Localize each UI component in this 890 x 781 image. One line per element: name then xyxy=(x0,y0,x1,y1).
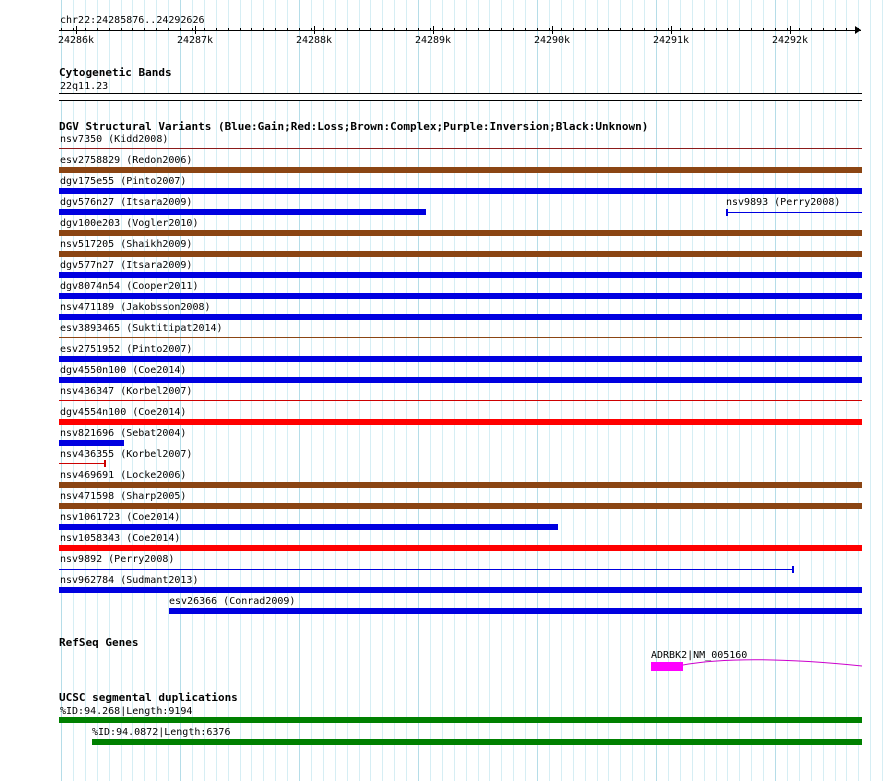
variant-bar[interactable] xyxy=(59,272,862,278)
ruler-minor-tick xyxy=(299,28,300,31)
ruler-major-tick xyxy=(671,26,672,34)
track-title-refseq: RefSeq Genes xyxy=(59,636,139,649)
cytoband-label: 22q11.23 xyxy=(60,81,109,92)
ruler-minor-tick xyxy=(799,28,800,31)
ruler-minor-tick xyxy=(144,28,145,31)
ruler-minor-tick xyxy=(382,28,383,31)
ruler-minor-tick xyxy=(228,28,229,31)
ruler-minor-tick xyxy=(858,28,859,31)
ruler-minor-tick xyxy=(763,28,764,31)
variant-label: nsv517205 (Shaikh2009) xyxy=(60,239,193,250)
segdup-label: %ID:94.268|Length:9194 xyxy=(60,706,193,717)
variant-bar[interactable] xyxy=(59,440,124,446)
ruler-minor-tick xyxy=(585,28,586,31)
ruler-tick-label: 24286k xyxy=(57,35,95,46)
ruler-tick-label: 24289k xyxy=(414,35,452,46)
ruler-minor-tick xyxy=(335,28,336,31)
variant-label: nsv436347 (Korbel2007) xyxy=(60,386,193,397)
variant-label: dgv8074n54 (Cooper2011) xyxy=(60,281,199,292)
ruler-minor-tick xyxy=(61,28,62,31)
ruler-tick-label: 24292k xyxy=(771,35,809,46)
ruler-tick-label: 24287k xyxy=(176,35,214,46)
ruler-minor-tick xyxy=(454,28,455,31)
ruler-minor-tick xyxy=(846,28,847,31)
ruler-minor-tick xyxy=(204,28,205,31)
variant-bar[interactable] xyxy=(59,524,558,530)
ruler-minor-tick xyxy=(121,28,122,31)
variant-bar[interactable] xyxy=(59,419,862,425)
variant-label: dgv577n27 (Itsara2009) xyxy=(60,260,193,271)
segdup-bar[interactable] xyxy=(92,739,862,745)
variant-bar[interactable] xyxy=(59,293,862,299)
segdup-bar[interactable] xyxy=(59,717,862,723)
variant-label: esv26366 (Conrad2009) xyxy=(169,596,296,607)
ruler-minor-tick xyxy=(73,28,74,31)
variant-bar-endcap xyxy=(792,566,794,573)
ruler-minor-tick xyxy=(644,28,645,31)
ruler-minor-tick xyxy=(478,28,479,31)
variant-label: nsv1061723 (Coe2014) xyxy=(60,512,181,523)
variant-bar[interactable] xyxy=(59,400,862,401)
variant-bar[interactable] xyxy=(59,148,862,149)
ruler-minor-tick xyxy=(430,28,431,31)
ruler-minor-tick xyxy=(168,28,169,31)
ruler-minor-tick xyxy=(608,28,609,31)
ruler-minor-tick xyxy=(632,28,633,31)
variant-label: nsv7350 (Kidd2008) xyxy=(60,134,169,145)
cytoband-bar[interactable] xyxy=(59,93,862,101)
ruler-minor-tick xyxy=(323,28,324,31)
region-label: chr22:24285876..24292626 xyxy=(60,15,205,26)
ruler-minor-tick xyxy=(680,28,681,31)
ruler-minor-tick xyxy=(311,28,312,31)
variant-bar[interactable] xyxy=(59,377,862,383)
ruler-minor-tick xyxy=(525,28,526,31)
ruler-minor-tick xyxy=(192,28,193,31)
ruler-minor-tick xyxy=(811,28,812,31)
ruler-major-tick xyxy=(552,26,553,34)
ruler-major-tick xyxy=(76,26,77,34)
variant-label: nsv471189 (Jakobsson2008) xyxy=(60,302,211,313)
ruler-minor-tick xyxy=(216,28,217,31)
ruler-minor-tick xyxy=(251,28,252,31)
ruler-tick-label: 24288k xyxy=(295,35,333,46)
ruler-minor-tick xyxy=(275,28,276,31)
ruler-minor-tick xyxy=(537,28,538,31)
ruler-major-tick xyxy=(314,26,315,34)
variant-bar[interactable] xyxy=(59,545,862,551)
variant-label: dgv100e203 (Vogler2010) xyxy=(60,218,199,229)
ruler-minor-tick xyxy=(394,28,395,31)
ruler-minor-tick xyxy=(668,28,669,31)
ruler-minor-tick xyxy=(85,28,86,31)
ruler-minor-tick xyxy=(156,28,157,31)
track-title-dgv: DGV Structural Variants (Blue:Gain;Red:Loss;Brown:Complex;Purple:Inversion;Black:Unknown) xyxy=(59,120,649,133)
variant-bar[interactable] xyxy=(59,188,862,194)
variant-bar[interactable] xyxy=(59,463,105,464)
ruler-minor-tick xyxy=(704,28,705,31)
variant-bar[interactable] xyxy=(59,337,862,338)
ruler-minor-tick xyxy=(692,28,693,31)
ruler-minor-tick xyxy=(466,28,467,31)
ruler-minor-tick xyxy=(109,28,110,31)
variant-label: nsv9892 (Perry2008) xyxy=(60,554,175,565)
variant-label: nsv469691 (Locke2006) xyxy=(60,470,187,481)
ruler-minor-tick xyxy=(132,28,133,31)
ruler-tick-label: 24291k xyxy=(652,35,690,46)
ruler-minor-tick xyxy=(727,28,728,31)
track-title-cytobands: Cytogenetic Bands xyxy=(59,66,172,79)
ruler-minor-tick xyxy=(823,28,824,31)
variant-label: dgv4554n100 (Coe2014) xyxy=(60,407,187,418)
variant-label: esv3893465 (Suktitipat2014) xyxy=(60,323,223,334)
gene-label: ADRBK2|NM_005160 xyxy=(651,650,748,661)
ruler-minor-tick xyxy=(418,28,419,31)
variant-label: dgv175e55 (Pinto2007) xyxy=(60,176,187,187)
variant-bar-endcap xyxy=(726,209,728,216)
ruler-minor-tick xyxy=(359,28,360,31)
ruler-minor-tick xyxy=(751,28,752,31)
variant-bar[interactable] xyxy=(59,167,862,173)
ruler-minor-tick xyxy=(549,28,550,31)
variant-label: dgv4550n100 (Coe2014) xyxy=(60,365,187,376)
segdup-label: %ID:94.0872|Length:6376 xyxy=(92,727,231,738)
variant-bar[interactable] xyxy=(59,569,793,570)
ruler-major-tick xyxy=(433,26,434,34)
ruler-minor-tick xyxy=(489,28,490,31)
variant-label: nsv962784 (Sudmant2013) xyxy=(60,575,199,586)
variant-bar[interactable] xyxy=(59,503,862,509)
variant-bar[interactable] xyxy=(59,314,862,320)
ruler-minor-tick xyxy=(656,28,657,31)
ruler-minor-tick xyxy=(620,28,621,31)
gene-exon[interactable] xyxy=(651,662,683,671)
variant-bar[interactable] xyxy=(59,587,862,593)
variant-label: nsv821696 (Sebat2004) xyxy=(60,428,187,439)
ruler-minor-tick xyxy=(501,28,502,31)
variant-bar[interactable] xyxy=(59,209,426,215)
ruler-major-tick xyxy=(195,26,196,34)
ruler-tick-label: 24290k xyxy=(533,35,571,46)
variant-bar[interactable] xyxy=(59,356,862,362)
ruler-minor-tick xyxy=(97,28,98,31)
ruler-major-tick xyxy=(790,26,791,34)
gene-intron[interactable] xyxy=(683,658,863,670)
variant-bar[interactable] xyxy=(169,608,862,614)
ruler-minor-tick xyxy=(513,28,514,31)
track-title-segdups: UCSC segmental duplications xyxy=(59,691,238,704)
ruler-minor-tick xyxy=(347,28,348,31)
ruler-minor-tick xyxy=(287,28,288,31)
ruler-minor-tick xyxy=(180,28,181,31)
ruler-minor-tick xyxy=(573,28,574,31)
variant-label: esv2751952 (Pinto2007) xyxy=(60,344,193,355)
ruler-minor-tick xyxy=(739,28,740,31)
variant-label: nsv471598 (Sharp2005) xyxy=(60,491,187,502)
variant-label: dgv576n27 (Itsara2009) xyxy=(60,197,193,208)
ruler-minor-tick xyxy=(406,28,407,31)
variant-bar[interactable] xyxy=(726,212,862,213)
variant-label: esv2758829 (Redon2006) xyxy=(60,155,193,166)
ruler-minor-tick xyxy=(263,28,264,31)
variant-bar[interactable] xyxy=(59,482,862,488)
ruler-minor-tick xyxy=(561,28,562,31)
variant-bar[interactable] xyxy=(59,251,862,257)
variant-bar-endcap xyxy=(104,460,106,467)
ruler-minor-tick xyxy=(370,28,371,31)
ruler-minor-tick xyxy=(716,28,717,31)
variant-label: nsv1058343 (Coe2014) xyxy=(60,533,181,544)
ruler-minor-tick xyxy=(775,28,776,31)
ruler-minor-tick xyxy=(240,28,241,31)
variant-label: nsv9893 (Perry2008) xyxy=(726,197,841,208)
variant-bar[interactable] xyxy=(59,230,862,236)
ruler-minor-tick xyxy=(835,28,836,31)
ruler-minor-tick xyxy=(442,28,443,31)
variant-label: nsv436355 (Korbel2007) xyxy=(60,449,193,460)
ruler-minor-tick xyxy=(597,28,598,31)
ruler-minor-tick xyxy=(787,28,788,31)
